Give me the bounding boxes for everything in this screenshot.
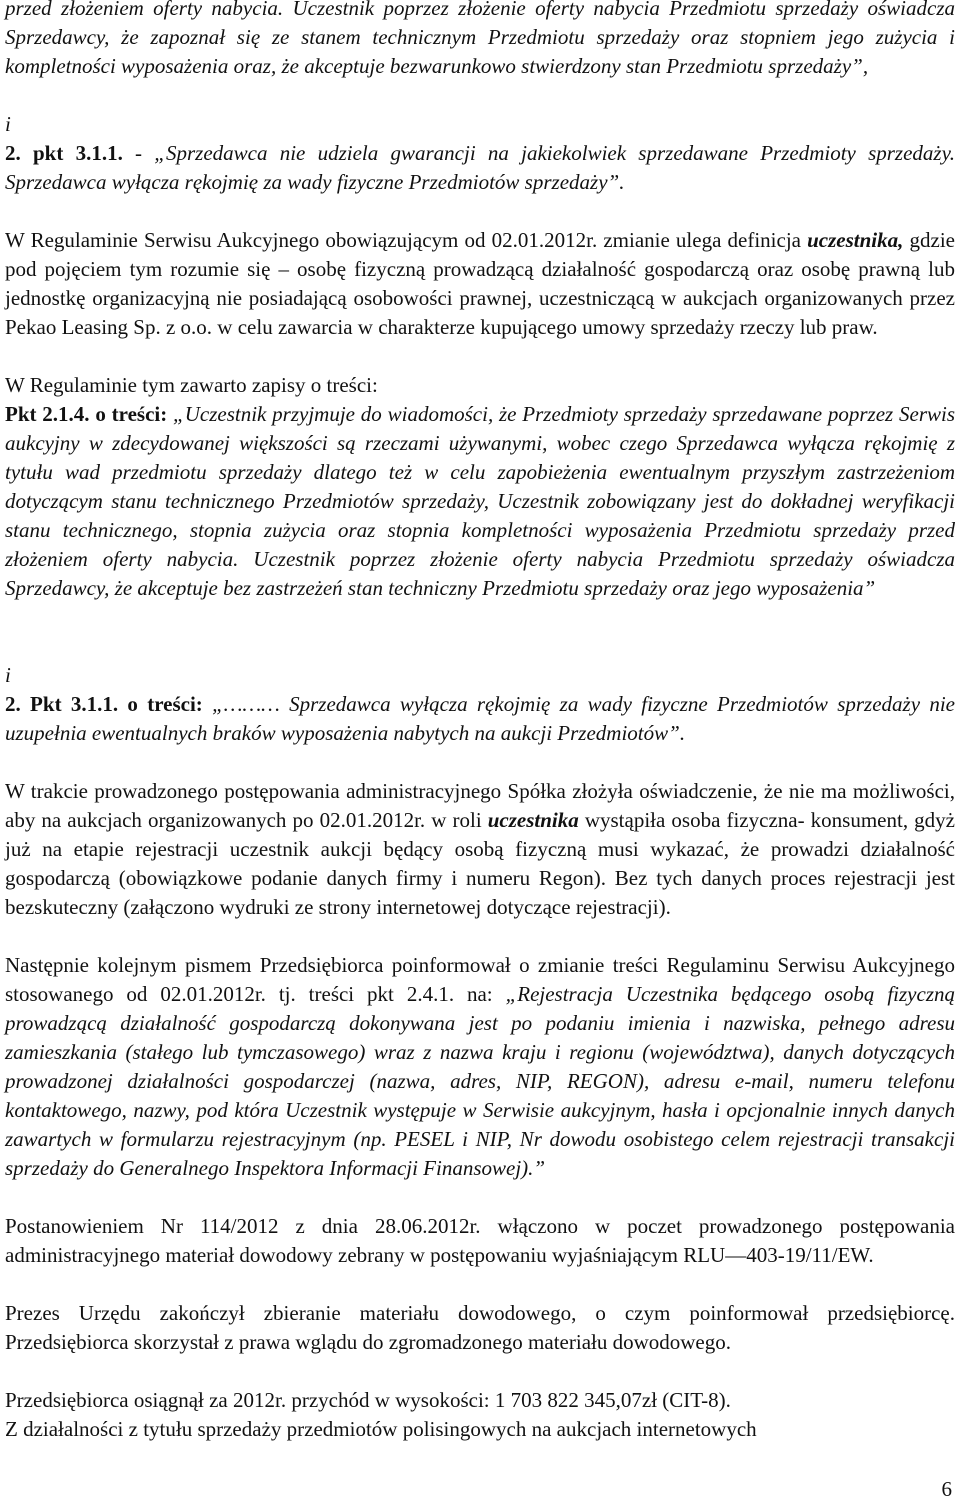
pkt-quote: „Sprzedawca nie udziela gwarancji na jakiekolwiek sprzedawane Przedmioty sprzedaży. Sprzedawca wyłącza rękojmię za wady fizyczne Przedmiotów sprzedaży”. [5,141,956,194]
paragraph-pkt-3-1-1 [5,139,955,197]
pkt-2-1-4-label: Pkt 2.1.4. o treści: [5,402,168,426]
conjunction-i: i [5,112,11,136]
paragraph-prezes-urzedu: Prezes Urzędu zakończył zbieranie materiału dowodowego, o czym poinformował przedsiębiorcę. Przedsiębiorca skorzystał z prawa wglądu do zgromadzonego materiału dowodowego. [5,1301,955,1354]
dash: - [122,141,155,165]
pkt-2-1-4-quote: „Uczestnik przyjmuje do wiadomości, że Przedmioty sprzedaży sprzedawane poprzez Serwis aukcyjny w zdecydowanej większości są rzeczami używanymi, wobec czego Sprzedawca wyłącza rękojmię z tytułu wad przedmiotu sprzedaży dlatego też w celu zapobieżenia ewentualnym przyszłym zastrzeżeniom dotyczącym stanu technicznego Przedmiotów sprzedaży, Uczestnik zobowiązany jest do dokładnej weryfikacji stanu technicznego, stopnia zużycia oraz stopnia kompletności wyposażenia Przedmiotu sprzedaży przed złożeniem oferty nabycia. Uczestnik poprzez złożenie oferty nabycia Przedmiotu sprzedaży oświadcza Sprzedawcy, że akceptuje bez zastrzeżeń stan techniczny Przedmiotu sprzedaży oraz jego wyposażenia” [5,402,955,600]
pkt-label: 2. pkt 3.1.1. [5,141,123,165]
definition-body: gdzie pod pojęciem tym rozumie się – osobę fizyczną prowadzącą działalność gospodarczą oraz osobę prawną lub jednostkę organizacyjną nie posiadającą osobowości prawnej, uczestniczącą w aukcjach organizowanych przez Pekao Leasing Sp. z o.o. w celu zawarcia w charakterze kupującego umowy sprzedaży rzeczy lub praw. [5,228,955,339]
conjunction-i-2: i [5,663,11,687]
term-uczestnika: uczestnika, [807,228,904,252]
paragraph-zmiana-regulaminu [5,951,955,1183]
definition-intro: W Regulaminie Serwisu Aukcyjnego obowiązującym od 02.01.2012r. zmianie ulega definicja [5,228,808,252]
paragraph-regulamin-zapisy: W Regulaminie tym zawarto zapisy o treści: [5,373,378,397]
paragraph-postanowienie: Postanowieniem Nr 114/2012 z dnia 28.06.2012r. włączono w poczet prowadzonego postępowania administracyjnego materiał dowodowy zebrany w postępowaniu wyjaśniającym RLU—403-19/11/EW. [5,1214,955,1267]
paragraph-quote-end: przed złożeniem oferty nabycia. Uczestnik poprzez złożenie oferty nabycia Przedmiotu sprzedaży oświadcza Sprzedawcy, że zapoznał się ze stanem technicznym Przedmiotu sprzedaży oraz stopniem jego zużycia i kompletności wyposażenia oraz, że akceptuje bezwarunkowo stwierdzony stan Przedmiotu sprzedaży”, [5,0,955,78]
page-number: 6 [941,1477,952,1501]
paragraph-pkt-3-1-1-b [5,690,955,748]
pkt-3-1-1-label: 2. Pkt 3.1.1. o treści: [5,692,203,716]
oswiadczenie-body: wystąpiła osoba fizyczna- konsument, gdyż już na etapie rejestracji uczestnik aukcji będący osobą fizyczną musi wykazać, że prowadzi działalność gospodarczą (obowiązkowe podanie danych firmy i numeru Regon). Bez tych danych proces rejestracji jest bezskuteczny (załączono wydruki ze strony internetowej dotyczące rejestracji). [5,808,955,919]
pkt-3-1-1-quote: „……… Sprzedawca wyłącza rękojmię za wady fizyczne Przedmiotów sprzedaży nie uzupełnia ewentualnych braków wyposażenia nabytych na aukcji Przedmiotów”. [5,692,955,745]
zmiana-intro: Następnie kolejnym pismem Przedsiębiorca poinformował o zmianie treści Regulaminu Serwisu Aukcyjnego stosowanego od 02.01.2012r. tj. treści pkt 2.4.1. na: [5,953,955,1006]
rejestracja-quote: „Rejestracja Uczestnika będącego osobą fizyczną prowadzącą działalność gospodarczą dokonywana jest po podaniu imienia i nazwiska, pełnego adresu zamieszkania (stałego lub tymczasowego) wraz z nazwa kraju i regionu (województwa), danych dotyczących prowadzonej działalności gospodarczej (nazwa, adres, NIP, REGON), adresu e-mail, numeru telefonu kontaktowego, nazwy, pod która Uczestnik występuje w Serwisie aukcyjnym, hasła i opcjonalnie innych danych zawartych w formularzu rejestracyjnym (np. PESEL i NIP, Nr dowodu osobistego celem rejestracji transakcji sprzedaży do Generalnego Inspektora Informacji Finansowej).” [5,982,955,1180]
paragraph-oswiadczenie [5,777,955,922]
paragraph-uczestnik-definition [5,226,955,342]
oswiadczenie-intro: W trakcie prowadzonego postępowania administracyjnego Spółka złożyła oświadczenie, że nie ma możliwości, aby na aukcjach organizowanych po 02.01.2012r. w roli [5,779,955,832]
term-uczestnika-2: uczestnika [487,808,579,832]
paragraph-pkt-2-1-4 [5,400,955,603]
paragraph-przychod: Przedsiębiorca osiągnął za 2012r. przychód w wysokości: 1 703 822 345,07zł (CIT-8). [5,1388,731,1412]
paragraph-dzialalnosc: Z działalności z tytułu sprzedaży przedmiotów polisingowych na aukcjach internetowych [5,1417,757,1441]
